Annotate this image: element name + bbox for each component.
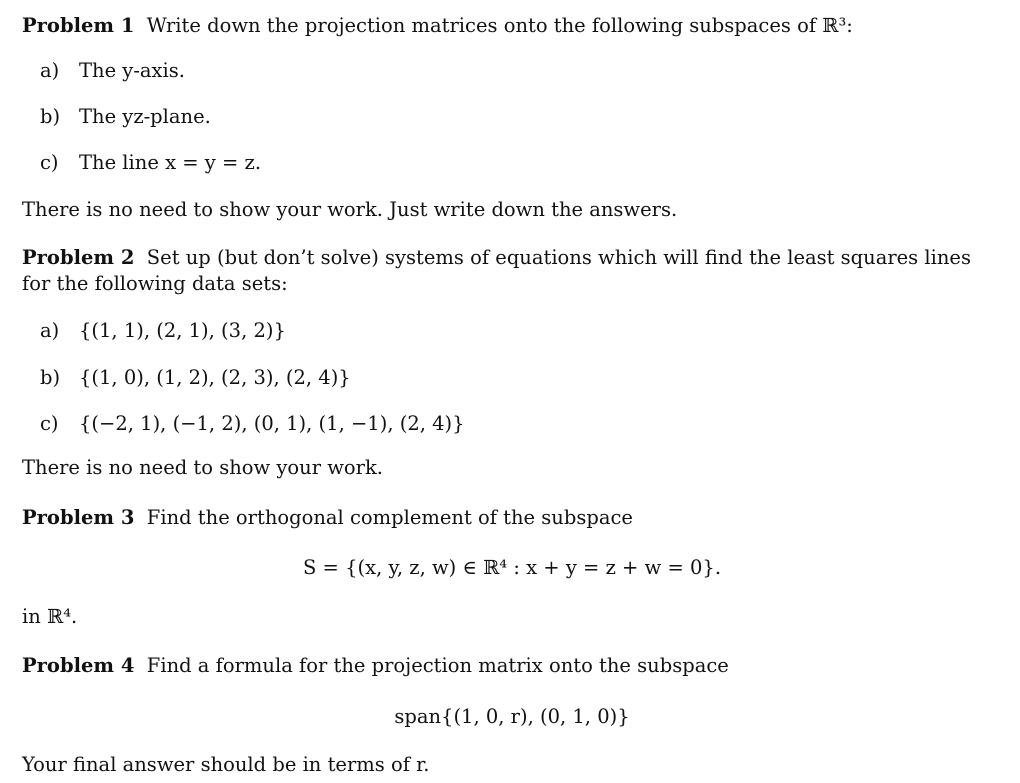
problem-2-item-c-label: c) [40, 412, 59, 435]
problem-4-intro: Find a formula for the projection matrix onto the subspace [146, 654, 729, 677]
problem-3-intro: Find the orthogonal complement of the subspace [146, 506, 633, 529]
problem-4-display-equation: span{(1, 0, r), (0, 1, 0)} [394, 705, 630, 728]
problem-3-note: in ℝ⁴. [22, 605, 78, 628]
problem-1-item-a: The y-axis. [79, 59, 185, 82]
problem-3-display-equation: S = {(x, y, z, w) ∈ ℝ⁴ : x + y = z + w = 0}. [302, 556, 722, 579]
problem-1-label: Problem 1 [22, 14, 135, 37]
problem-2-item-b-label: b) [40, 366, 61, 389]
problem-1-note: There is no need to show your work. Just write down the answers. [22, 198, 678, 221]
problem-1-item-b-label: b) [40, 105, 61, 128]
problem-2-intro: Set up (but don’t solve) systems of equations which will find the least squares lines for the following data sets: [22, 246, 971, 295]
problem-1-item-b: The yz-plane. [79, 105, 211, 128]
problem-1-heading [22, 13, 853, 39]
problem-2-label: Problem 2 [22, 246, 135, 269]
problem-1-item-c-label: c) [40, 151, 59, 174]
problem-2-item-b: {(1, 0), (1, 2), (2, 3), (2, 4)} [79, 366, 351, 389]
problem-3-heading [22, 505, 633, 531]
problem-2-item-a-label: a) [40, 319, 60, 342]
problem-2-item-a: {(1, 1), (2, 1), (3, 2)} [79, 319, 286, 342]
problem-2-item-c: {(−2, 1), (−1, 2), (0, 1), (1, −1), (2, 4)} [79, 412, 465, 435]
problem-3-label: Problem 3 [22, 506, 135, 529]
problem-1-item-c: The line x = y = z. [79, 151, 262, 174]
problem-4-heading [22, 653, 729, 679]
problem-1-intro: Write down the projection matrices onto the following subspaces of ℝ³: [146, 14, 853, 37]
problem-4-label: Problem 4 [22, 654, 135, 677]
problem-1-item-a-label: a) [40, 59, 60, 82]
problem-4-note: Your final answer should be in terms of r. [22, 753, 430, 776]
problem-2-note: There is no need to show your work. [22, 456, 383, 479]
problem-2-heading [22, 245, 982, 297]
